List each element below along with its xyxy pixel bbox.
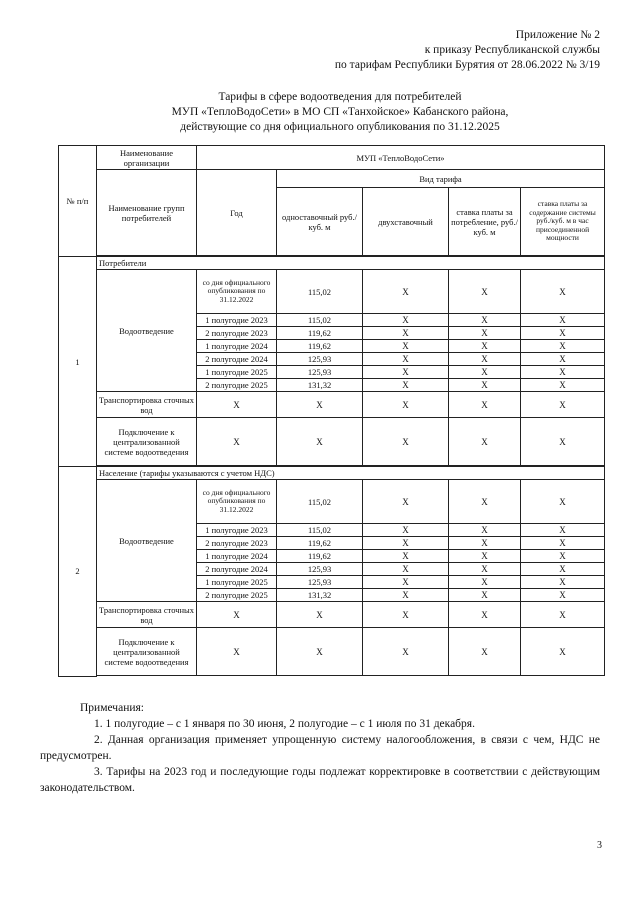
one-part-value: 125,93 [277, 576, 363, 589]
transport-consumption: Х [449, 602, 521, 628]
maintenance-value: Х [521, 327, 605, 340]
header-consumption-rate: ставка платы за потребление, руб./ куб. м [449, 188, 521, 256]
maintenance-value: Х [521, 314, 605, 327]
transport-year: Х [197, 392, 277, 418]
consumption-value: Х [449, 550, 521, 563]
one-part-value: 115,02 [277, 524, 363, 537]
connection-maintenance: Х [521, 418, 605, 466]
transport-maintenance: Х [521, 392, 605, 418]
period-cell: 2 полугодие 2023 [197, 537, 277, 550]
service-name: Водоотведение [97, 480, 197, 602]
period-cell: 1 полугодие 2024 [197, 340, 277, 353]
connection-label: Подключение к централизованной системе водоотведения [97, 628, 197, 676]
period-cell: 2 полугодие 2025 [197, 589, 277, 602]
connection-year: Х [197, 628, 277, 676]
transport-label: Транспортировка сточных вод [97, 602, 197, 628]
header-consumer-groups: Наименование групп потребителей [97, 170, 197, 256]
two-part-value: Х [363, 327, 449, 340]
transport-two-part: Х [363, 602, 449, 628]
header-num: № п/п [59, 146, 97, 257]
consumption-value: Х [449, 314, 521, 327]
consumption-value: Х [449, 270, 521, 314]
one-part-value: 115,02 [277, 270, 363, 314]
transport-one-part: Х [277, 392, 363, 418]
two-part-value: Х [363, 576, 449, 589]
consumption-value: Х [449, 379, 521, 392]
connection-consumption: Х [449, 418, 521, 466]
period-cell: 1 полугодие 2024 [197, 550, 277, 563]
one-part-value: 119,62 [277, 340, 363, 353]
period-cell: 1 полугодие 2025 [197, 366, 277, 379]
two-part-value: Х [363, 353, 449, 366]
connection-two-part: Х [363, 418, 449, 466]
connection-maintenance: Х [521, 628, 605, 676]
header-maintenance-rate: ставка платы за содержание системы руб./куб. м в час присоединенной мощности [521, 188, 605, 256]
transport-one-part: Х [277, 602, 363, 628]
period-cell: 2 полугодие 2025 [197, 379, 277, 392]
one-part-value: 119,62 [277, 327, 363, 340]
maintenance-value: Х [521, 576, 605, 589]
one-part-value: 119,62 [277, 537, 363, 550]
two-part-value: Х [363, 537, 449, 550]
period-cell: 1 полугодие 2025 [197, 576, 277, 589]
period-cell: 2 полугодие 2024 [197, 563, 277, 576]
two-part-value: Х [363, 480, 449, 524]
transport-year: Х [197, 602, 277, 628]
two-part-value: Х [363, 524, 449, 537]
two-part-value: Х [363, 379, 449, 392]
consumption-value: Х [449, 537, 521, 550]
consumption-value: Х [449, 524, 521, 537]
header-one-part: одноставочный руб./ куб. м [277, 188, 363, 256]
maintenance-value: Х [521, 480, 605, 524]
period-cell: 1 полугодие 2023 [197, 314, 277, 327]
consumption-value: Х [449, 327, 521, 340]
one-part-value: 115,02 [277, 480, 363, 524]
maintenance-value: Х [521, 537, 605, 550]
service-name: Водоотведение [97, 270, 197, 392]
maintenance-value: Х [521, 353, 605, 366]
transport-label: Транспортировка сточных вод [97, 392, 197, 418]
two-part-value: Х [363, 563, 449, 576]
one-part-value: 119,62 [277, 550, 363, 563]
header-organization: Наименование организации [97, 146, 197, 170]
period-cell: 2 полугодие 2024 [197, 353, 277, 366]
note-item: 1. 1 полугодие – с 1 января по 30 июня, 2 полугодие – с 1 июля по 31 декабря. [94, 718, 475, 730]
consumption-value: Х [449, 353, 521, 366]
transport-two-part: Х [363, 392, 449, 418]
maintenance-value: Х [521, 589, 605, 602]
one-part-value: 115,02 [277, 314, 363, 327]
note-item: 2. Данная организация применяет упрощенную систему налогообложения, в связи с чем, НДС не предусмотрен. [40, 734, 600, 762]
two-part-value: Х [363, 314, 449, 327]
transport-maintenance: Х [521, 602, 605, 628]
period-cell: 2 полугодие 2023 [197, 327, 277, 340]
one-part-value: 125,93 [277, 353, 363, 366]
maintenance-value: Х [521, 340, 605, 353]
header-line-3: по тарифам Республики Бурятия от 28.06.2022 № 3/19 [334, 59, 600, 71]
header-year: Год [197, 170, 277, 256]
title-line-1: Тарифы в сфере водоотведения для потребителей [218, 91, 462, 103]
section-num: 2 [59, 467, 97, 677]
header-line-2: к приказу Республиканской службы [424, 44, 600, 56]
period-cell: со дня официального опубликования по 31.12.2022 [197, 480, 277, 524]
maintenance-value: Х [521, 563, 605, 576]
title-line-3: действующие со дня официального опубликования по 31.12.2025 [180, 121, 500, 133]
maintenance-value: Х [521, 524, 605, 537]
connection-one-part: Х [277, 418, 363, 466]
two-part-value: Х [363, 589, 449, 602]
header-tariff-type: Вид тарифа [277, 170, 605, 188]
consumption-value: Х [449, 576, 521, 589]
consumption-value: Х [449, 366, 521, 379]
connection-one-part: Х [277, 628, 363, 676]
connection-two-part: Х [363, 628, 449, 676]
consumption-value: Х [449, 589, 521, 602]
consumption-value: Х [449, 563, 521, 576]
two-part-value: Х [363, 366, 449, 379]
transport-consumption: Х [449, 392, 521, 418]
connection-label: Подключение к централизованной системе водоотведения [97, 418, 197, 466]
maintenance-value: Х [521, 550, 605, 563]
two-part-value: Х [363, 340, 449, 353]
document-header [335, 28, 600, 73]
note-item: 3. Тарифы на 2023 год и последующие годы подлежат корректировке в соответствии с действующим законодательством. [40, 766, 600, 794]
maintenance-value: Х [521, 270, 605, 314]
one-part-value: 125,93 [277, 563, 363, 576]
document-title [0, 90, 640, 135]
section-title: Население (тарифы указываются с учетом НДС) [97, 467, 605, 480]
tariff-table [58, 145, 605, 677]
notes-heading: Примечания: [80, 702, 144, 714]
two-part-value: Х [363, 550, 449, 563]
one-part-value: 131,32 [277, 589, 363, 602]
consumption-value: Х [449, 340, 521, 353]
one-part-value: 125,93 [277, 366, 363, 379]
page-number: 3 [597, 840, 602, 851]
connection-consumption: Х [449, 628, 521, 676]
section-title: Потребители [97, 257, 605, 270]
maintenance-value: Х [521, 366, 605, 379]
consumption-value: Х [449, 480, 521, 524]
one-part-value: 131,32 [277, 379, 363, 392]
connection-year: Х [197, 418, 277, 466]
title-line-2: МУП «ТеплоВодоСети» в МО СП «Танхойское» Кабанского района, [171, 106, 509, 118]
organization-name: МУП «ТеплоВодоСети» [197, 146, 605, 170]
two-part-value: Х [363, 270, 449, 314]
header-two-part: двухставочный [363, 188, 449, 256]
period-cell: 1 полугодие 2023 [197, 524, 277, 537]
maintenance-value: Х [521, 379, 605, 392]
notes-section [40, 700, 600, 796]
header-line-1: Приложение № 2 [515, 29, 600, 41]
period-cell: со дня официального опубликования по 31.12.2022 [197, 270, 277, 314]
section-num: 1 [59, 257, 97, 467]
